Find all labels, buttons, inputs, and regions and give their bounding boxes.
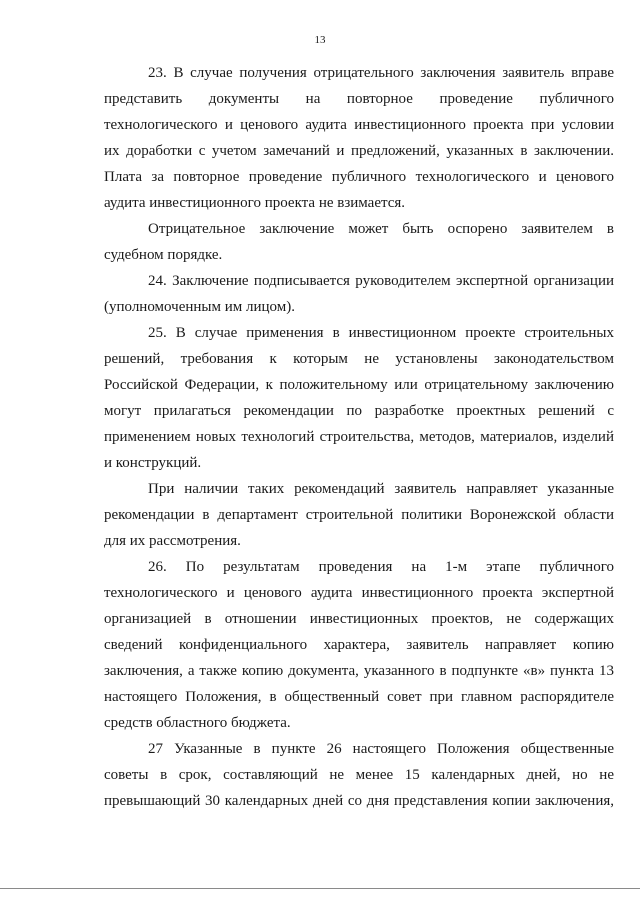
page-bottom-rule xyxy=(0,888,640,889)
text-line: 25. В случае применения в инвестиционном проекте строительных xyxy=(148,325,614,341)
page-number: 13 xyxy=(314,34,326,46)
text-line: технологического и ценового аудита инвестиционного проекта при условии xyxy=(104,117,614,133)
text-line: Плата за повторное проведение публичного технологического и ценового xyxy=(104,169,614,185)
text-line: рекомендации в департамент строительной политики Воронежской области xyxy=(104,507,614,523)
text-line: советы в срок, составляющий не менее 15 календарных дней, но не xyxy=(104,767,614,783)
text-line: При наличии таких рекомендаций заявитель направляет указанные xyxy=(148,481,614,497)
text-line: 26. По результатам проведения на 1-м этапе публичного xyxy=(148,559,614,575)
paragraph-23-appeal xyxy=(104,216,614,268)
text-line: представить документы на повторное проведение публичного xyxy=(104,91,614,107)
text-line: настоящего Положения, в общественный совет при главном распорядителе xyxy=(104,689,614,705)
text-line: технологического и ценового аудита инвестиционного проекта экспертной xyxy=(104,585,614,601)
text-line: судебном порядке. xyxy=(104,247,223,263)
paragraph-25 xyxy=(104,320,614,476)
text-line: превышающий 30 календарных дней со дня представления копии заключения, xyxy=(104,793,614,809)
document-body xyxy=(104,60,614,814)
text-line: сведений конфиденциального характера, заявитель направляет копию xyxy=(104,637,614,653)
paragraph-24 xyxy=(104,268,614,320)
text-line: организацией в отношении инвестиционных проектов, не содержащих xyxy=(104,611,614,627)
paragraph-23 xyxy=(104,60,614,216)
paragraph-26 xyxy=(104,554,614,736)
text-line: для их рассмотрения. xyxy=(104,533,241,549)
text-line: применением новых технологий строительства, методов, материалов, изделий xyxy=(104,429,614,445)
text-line: их доработки с учетом замечаний и предложений, указанных в заключении. xyxy=(104,143,614,159)
text-line: и конструкций. xyxy=(104,455,202,471)
text-line: (уполномоченным им лицом). xyxy=(104,299,295,315)
paragraph-25-recommendations xyxy=(104,476,614,554)
text-line: средств областного бюджета. xyxy=(104,715,291,731)
text-line: 23. В случае получения отрицательного заключения заявитель вправе xyxy=(148,65,614,81)
text-line: заключения, а также копию документа, указанного в подпункте «в» пункта 13 xyxy=(104,663,614,679)
text-line: 27 Указанные в пункте 26 настоящего Положения общественные xyxy=(148,741,614,757)
text-line: 24. Заключение подписывается руководителем экспертной организации xyxy=(148,273,614,289)
text-line: решений, требования к которым не установлены законодательством xyxy=(104,351,614,367)
paragraph-27 xyxy=(104,736,614,814)
text-line: аудита инвестиционного проекта не взимается. xyxy=(104,195,406,211)
text-line: могут прилагаться рекомендации по разработке проектных решений с xyxy=(104,403,614,419)
text-line: Российской Федерации, к положительному или отрицательному заключению xyxy=(104,377,614,393)
text-line: Отрицательное заключение может быть оспорено заявителем в xyxy=(148,221,614,237)
